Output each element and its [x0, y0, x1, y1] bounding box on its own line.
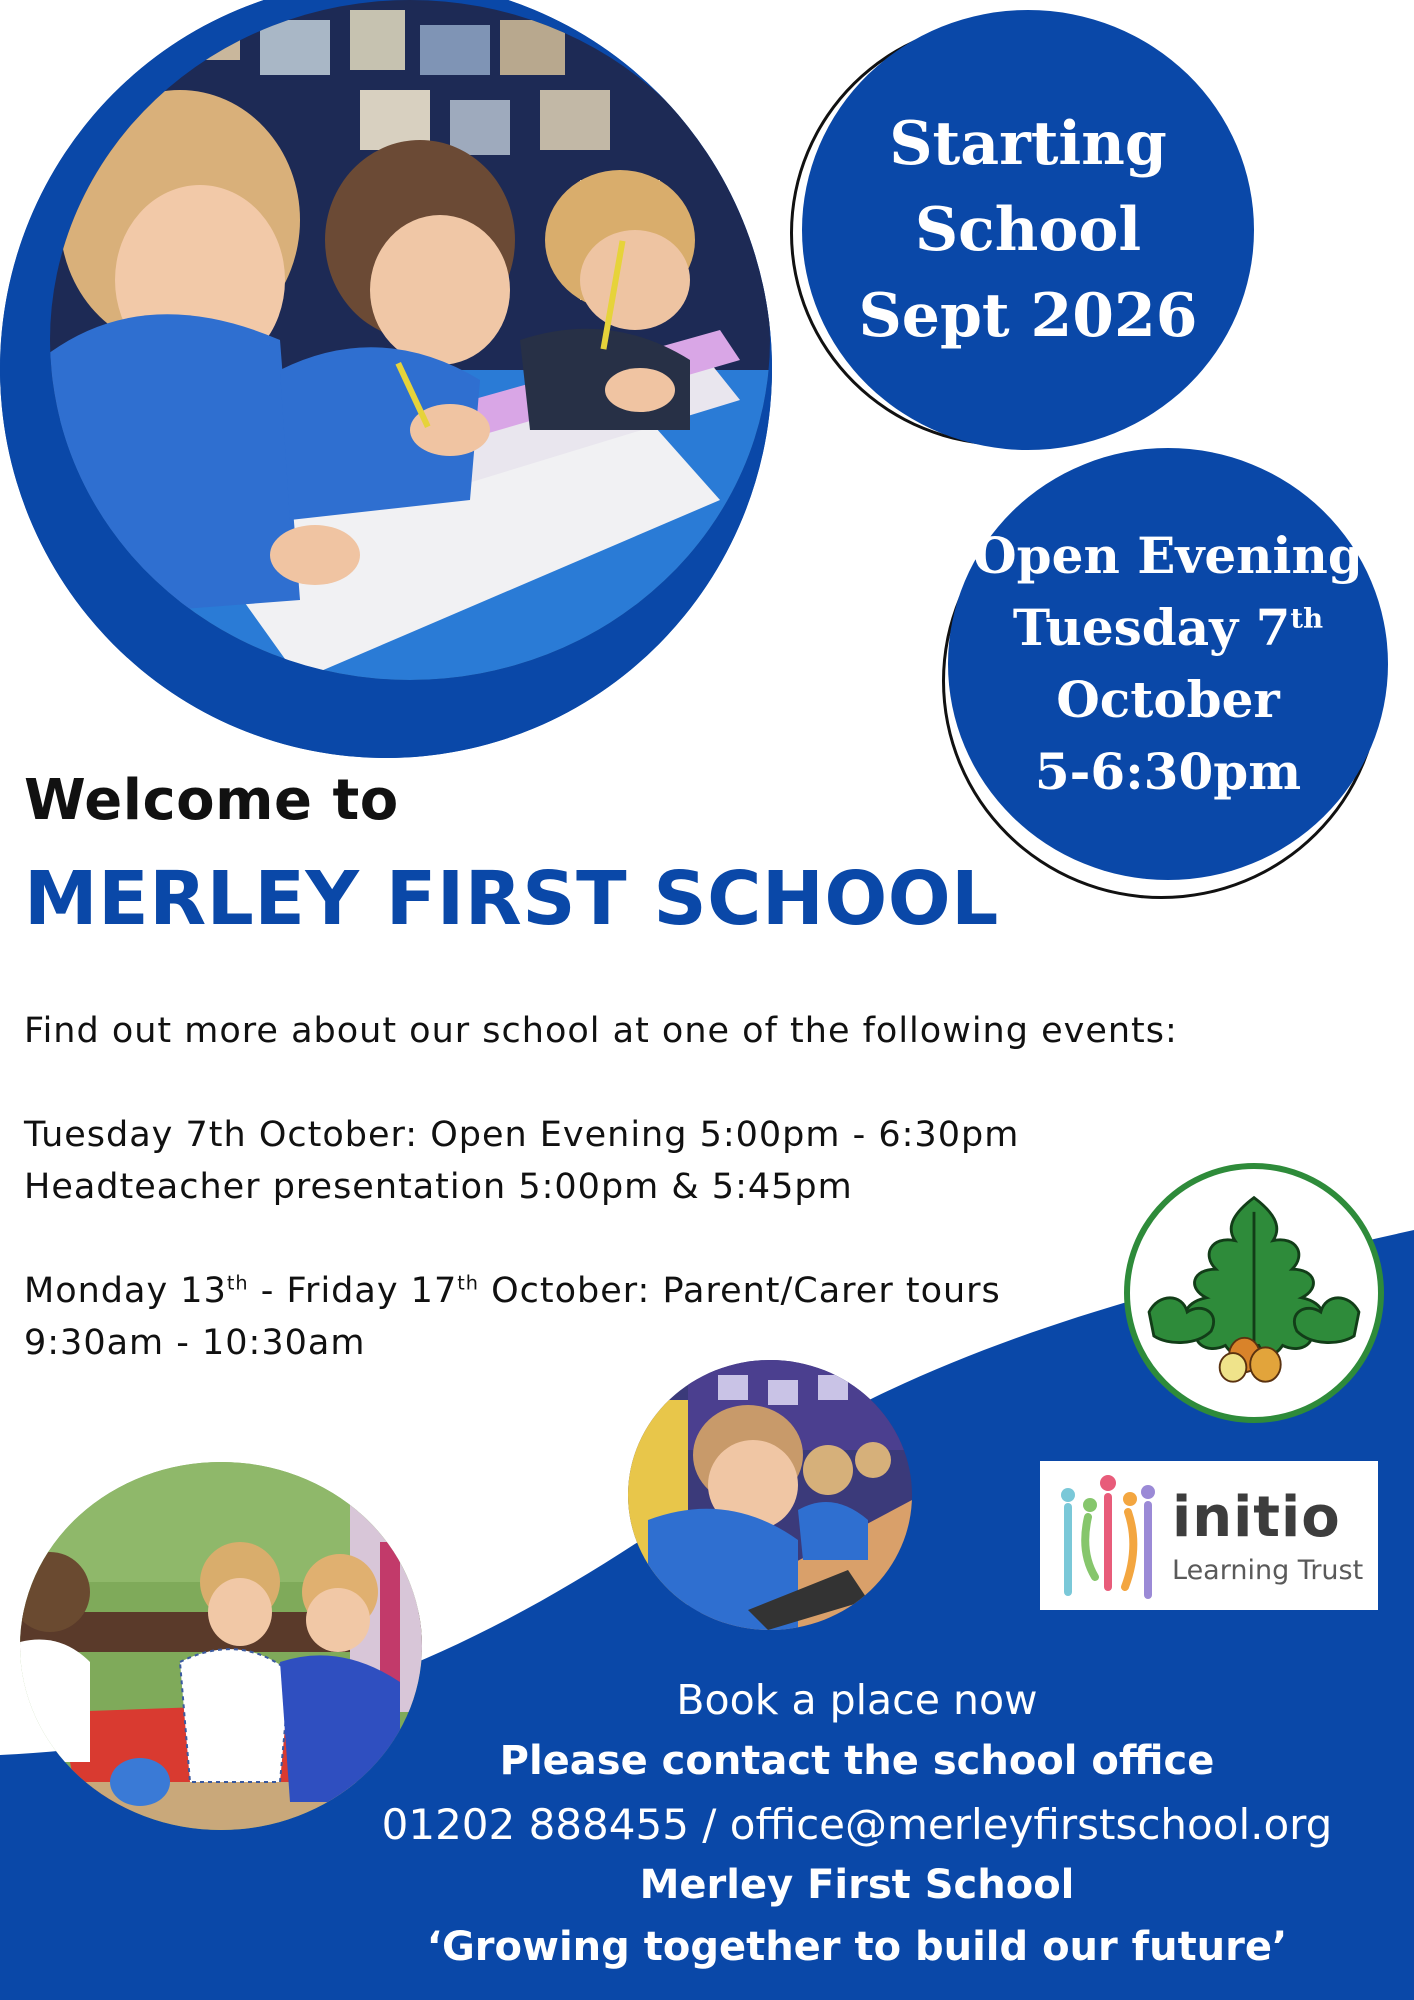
- badge-date-suffix: th: [1290, 602, 1324, 635]
- starting-school-badge: [802, 10, 1254, 450]
- trust-subtitle: Learning Trust: [1172, 1555, 1364, 1586]
- badge-line: October: [1056, 670, 1280, 729]
- school-name-title: MERLEY FIRST SCHOOL: [24, 856, 999, 942]
- classroom-writing-photo: [0, 0, 772, 758]
- phone-email-text[interactable]: 01202 888455 / office@merleyfirstschool.org: [381, 1800, 1333, 1849]
- contact-office-text: Please contact the school office: [499, 1738, 1215, 1784]
- book-place-text: Book a place now: [676, 1676, 1038, 1724]
- event-tours-suffix: th: [457, 1271, 479, 1295]
- event-tours-end-date: - Friday 17: [248, 1271, 458, 1311]
- laptop-class-photo: [628, 1360, 912, 1630]
- badge-date-main: Tuesday 7: [1012, 598, 1291, 657]
- event-tours-time: 9:30am - 10:30am: [24, 1323, 366, 1363]
- event-tours-desc: October: Parent/Carer tours: [478, 1271, 1001, 1311]
- badge-line: Sept 2026: [858, 281, 1198, 351]
- event-tours-start: Monday 13: [24, 1271, 227, 1311]
- open-evening-badge: [948, 448, 1388, 880]
- events-list: [24, 1005, 1178, 1369]
- welcome-heading: Welcome to: [24, 768, 399, 833]
- trust-name: initio: [1172, 1485, 1341, 1550]
- events-intro: Find out more about our school at one of the following events:: [24, 1011, 1178, 1051]
- badge-line: Starting: [889, 109, 1167, 179]
- event-headteacher-presentation: Headteacher presentation 5:00pm & 5:45pm: [24, 1167, 853, 1207]
- event-tours: [24, 1265, 1178, 1317]
- oak-leaf-logo-icon: [1124, 1163, 1384, 1423]
- event-tours-suffix: th: [226, 1271, 249, 1295]
- school-motto: ‘Growing together to build our future’: [426, 1924, 1288, 1970]
- badge-line: [1013, 592, 1323, 664]
- initio-learning-trust-logo: [1040, 1461, 1378, 1610]
- badge-line: Open Evening: [973, 526, 1363, 585]
- badge-line: School: [914, 195, 1142, 265]
- initio-figures-logo-icon: [1050, 1467, 1168, 1607]
- badge-line: 5-6:30pm: [1034, 742, 1302, 801]
- school-name-footer: Merley First School: [639, 1862, 1075, 1908]
- event-open-evening: Tuesday 7th October: Open Evening 5:00pm - 6:30pm: [24, 1115, 1020, 1155]
